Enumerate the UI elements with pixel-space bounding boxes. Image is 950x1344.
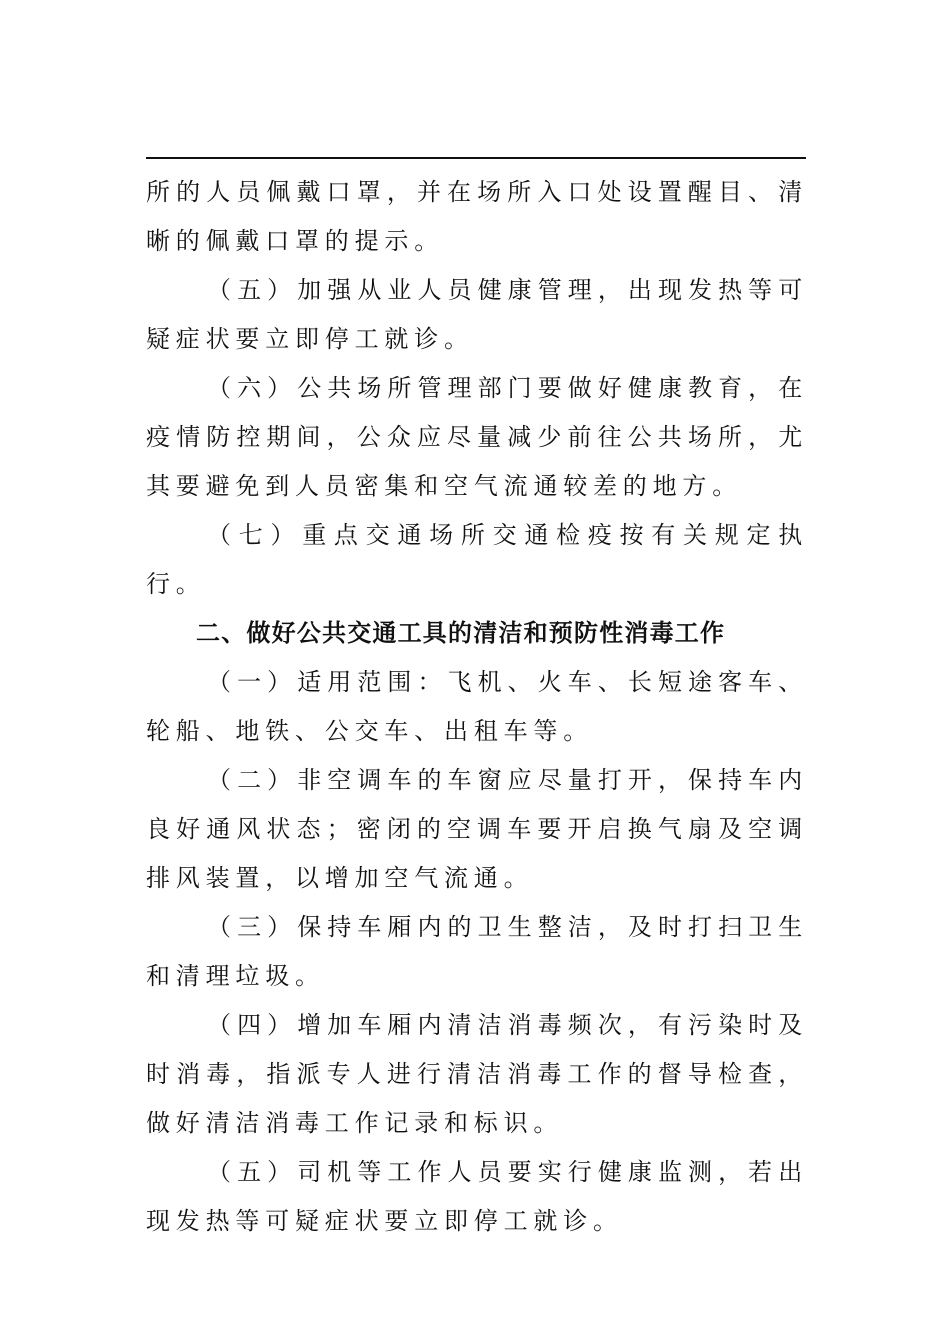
paragraph-item-5-driver-health: （五）司机等工作人员要实行健康监测，若出现发热等可疑症状要立即停工就诊。 — [146, 1158, 808, 1235]
paragraph-item-5-staff-health: （五）加强从业人员健康管理，出现发热等可疑症状要立即停工就诊。 — [146, 276, 808, 353]
document-body — [146, 168, 808, 1246]
paragraph-item-7-traffic-quarantine: （七）重点交通场所交通检疫按有关规定执行。 — [146, 521, 808, 598]
paragraph-item-4-disinfection: （四）增加车厢内清洁消毒频次，有污染时及时消毒，指派专人进行清洁消毒工作的督导检查，做好清洁消毒工作记录和标识。 — [146, 1011, 808, 1137]
header-rule — [146, 157, 806, 159]
paragraph-item-1-scope: （一）适用范围：飞机、火车、长短途客车、轮船、地铁、公交车、出租车等。 — [146, 668, 808, 745]
paragraph-item-6-health-education: （六）公共场所管理部门要做好健康教育，在疫情防控期间，公众应尽量减少前往公共场所，尤其要避免到人员密集和空气流通较差的地方。 — [146, 374, 808, 500]
paragraph-item-3-cleanliness: （三）保持车厢内的卫生整洁，及时打扫卫生和清理垃圾。 — [146, 913, 808, 990]
section-heading-public-transport: 二、做好公共交通工具的清洁和预防性消毒工作 — [196, 619, 726, 647]
paragraph-continuation: 所的人员佩戴口罩，并在场所入口处设置醒目、清晰的佩戴口罩的提示。 — [146, 178, 808, 255]
paragraph-item-2-ventilation: （二）非空调车的车窗应尽量打开，保持车内良好通风状态；密闭的空调车要开启换气扇及空调排风装置，以增加空气流通。 — [146, 766, 808, 892]
